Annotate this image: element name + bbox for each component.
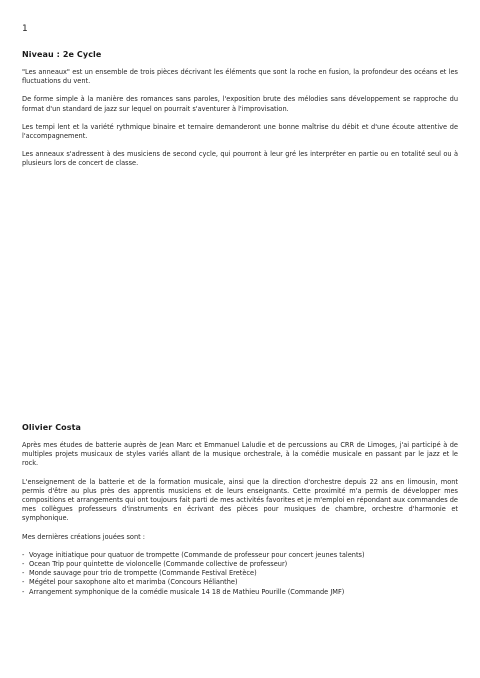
list-item: - Voyage initiatique pour quatuor de trompette (Commande de professeur pour concert jeunes talents) bbox=[22, 551, 458, 560]
author-section bbox=[22, 423, 458, 597]
studies-paragraph: Après mes études de batterie auprès de Jean Marc et Emmanuel Laludie et de percussions au CRR de Limoges, j'ai participé à de multiples projets musicaux de styles variés allant de la musique orchestrale, à la comédie musicale en passant par le jazz et le rock. bbox=[22, 441, 458, 468]
audience-paragraph: Les anneaux s'adressent à des musiciens de second cycle, qui pourront à leur gré les interpréter en partie ou en totalité seul ou à plusieurs lors de concert de classe. bbox=[22, 150, 458, 168]
list-item: - Ocean Trip pour quintette de violoncelle (Commande collective de professeur) bbox=[22, 560, 458, 569]
list-item: - Mégétel pour saxophone alto et marimba (Concours Hélianthe) bbox=[22, 578, 458, 587]
teaching-paragraph: L'enseignement de la batterie et de la formation musicale, ainsi que la direction d'orchestre depuis 22 ans en limousin, mont permis d'être au plus près des apprentis musiciens et de leurs enseignants. Cette proximité m'a permis de développer mes compositions et arrangements qui ont toujours fait parti de mes activités favorites et je m'emploi en répondant aux commandes de mes collègues professeurs d'instruments en écrivant des pièces pour musiques de chambre, orchestre d'harmonie et symphonique. bbox=[22, 477, 458, 523]
author-heading: Olivier Costa bbox=[22, 423, 82, 432]
list-item: - Monde sauvage pour trio de trompette (Commande Festival Eretèce) bbox=[22, 569, 458, 578]
creations-intro: Mes dernières créations jouées sont : bbox=[22, 532, 146, 541]
tempo-paragraph: Les tempi lent et la variété rythmique binaire et ternaire demanderont une bonne maîtrise du débit et d'une écoute attentive de l'accompagnement. bbox=[22, 122, 458, 141]
list-item: - Arrangement symphonique de la comédie musicale 14 18 de Mathieu Pourille (Commande JMF) bbox=[22, 588, 458, 597]
level-section bbox=[22, 50, 458, 178]
level-heading: Niveau : 2e Cycle bbox=[22, 50, 102, 59]
form-paragraph: De forme simple à la manière des romances sans paroles, l'exposition brute des mélodies sans développement se rapproche du format d'un standard de jazz sur lequel on pourrait s'aventurer à l'improvisation. bbox=[22, 95, 458, 113]
description-paragraph: "Les anneaux" est un ensemble de trois pièces décrivant les éléments que sont la roche en fusion, la profondeur des océans et les fluctuations du vent. bbox=[22, 68, 458, 86]
creations-list bbox=[22, 551, 458, 597]
page-number: 1 bbox=[22, 24, 28, 34]
